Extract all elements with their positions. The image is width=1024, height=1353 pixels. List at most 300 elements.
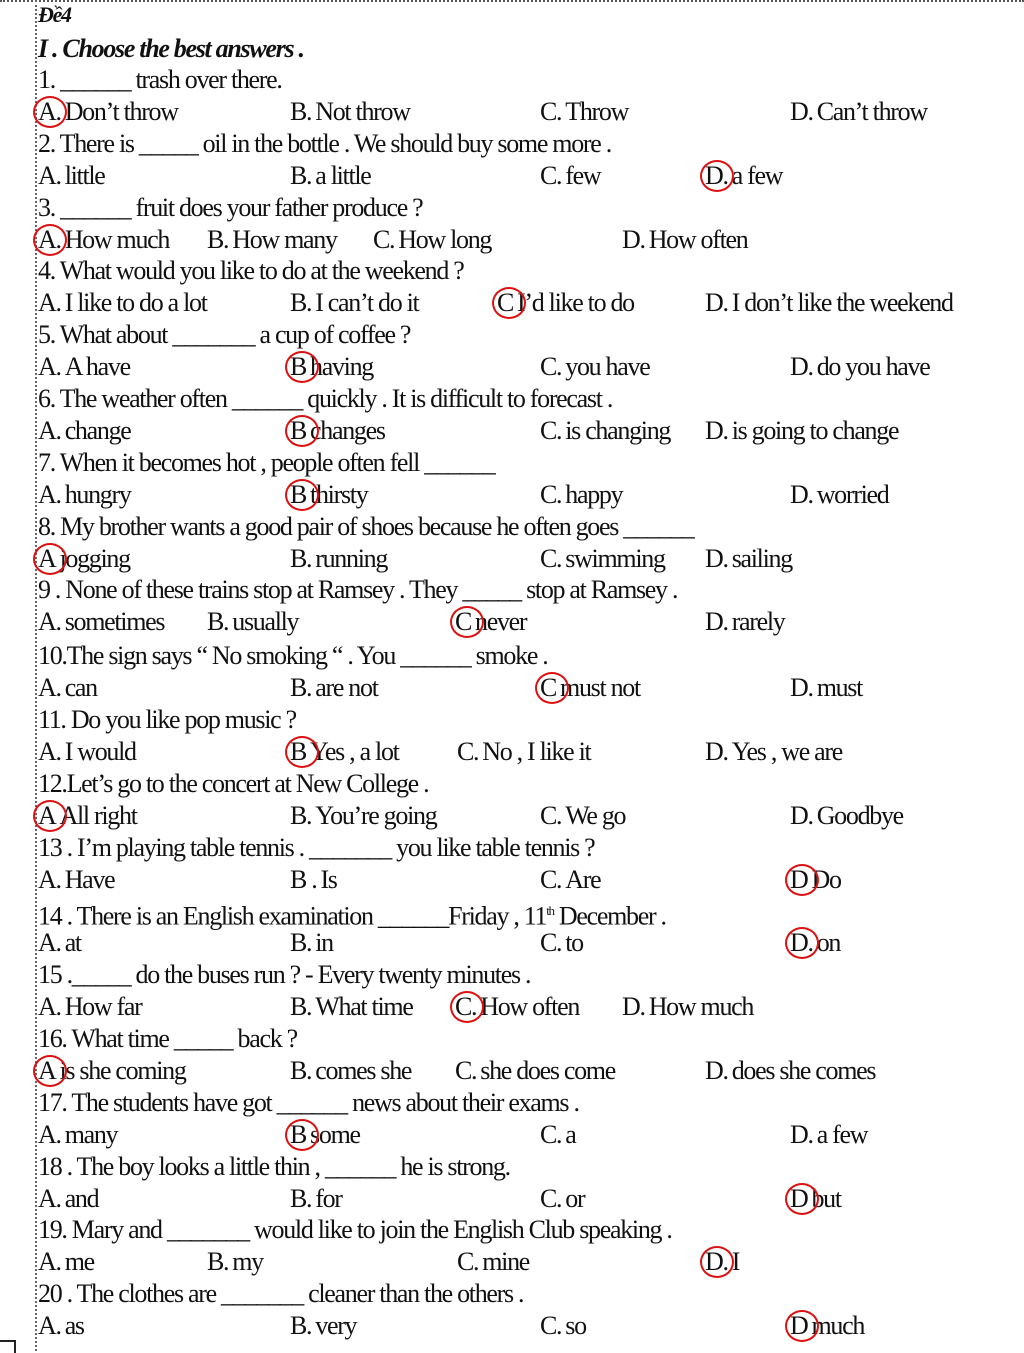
question-17 <box>38 1087 579 1119</box>
option-b[interactable] <box>290 800 436 832</box>
option-text: thirsty <box>310 479 368 509</box>
option-text: to <box>565 928 583 958</box>
circled-answer-letter: C <box>497 288 514 318</box>
option-text: Are <box>565 864 601 894</box>
option-text: and <box>64 1183 99 1213</box>
option-b-selected[interactable] <box>290 415 385 447</box>
option-letter: A. <box>38 288 61 318</box>
option-letter: A. <box>38 1311 61 1341</box>
option-letter: D. <box>705 607 728 637</box>
option-letter: A. <box>38 1119 61 1149</box>
option-d[interactable] <box>790 800 903 832</box>
option-d-selected[interactable] <box>705 1246 739 1278</box>
option-text: All right <box>59 800 137 830</box>
option-letter: B. <box>290 160 312 190</box>
option-text: I don’t like the weekend <box>731 288 953 318</box>
question-text: 11. Do you like pop music ? <box>38 705 296 734</box>
question-text: 9 . None of these trains stop at Ramsey . They _____ stop at Ramsey . <box>38 575 678 605</box>
option-text: for <box>315 1183 342 1213</box>
option-d[interactable] <box>705 736 842 768</box>
question-11 <box>38 704 296 736</box>
option-a[interactable] <box>38 479 131 511</box>
option-b[interactable] <box>290 864 337 896</box>
option-text: never <box>475 607 527 637</box>
option-b-selected[interactable] <box>290 736 399 768</box>
option-d-selected[interactable] <box>790 927 840 959</box>
option-c[interactable] <box>540 1119 576 1151</box>
option-a[interactable] <box>38 415 131 447</box>
question-text: 17. The students have got ______ news about their exams . <box>38 1087 579 1117</box>
question-10 <box>38 640 547 672</box>
question-text: 2. There is _____ oil in the bottle . We should buy some more . <box>38 128 611 158</box>
option-b[interactable] <box>290 287 418 319</box>
option-c[interactable] <box>540 415 670 447</box>
option-letter: C. <box>540 352 562 382</box>
option-text: do you have <box>816 352 930 382</box>
option-text: Have <box>64 864 115 894</box>
option-c[interactable] <box>540 1310 586 1342</box>
option-text: as <box>64 1311 84 1341</box>
option-a[interactable] <box>38 864 114 896</box>
option-c[interactable] <box>540 351 649 383</box>
option-c[interactable] <box>540 927 583 959</box>
option-a[interactable] <box>38 351 130 383</box>
option-letter: D. <box>790 479 813 509</box>
option-c[interactable] <box>540 160 600 192</box>
option-text: I’d like to do <box>517 288 634 318</box>
option-letter: C. <box>540 1119 562 1149</box>
option-d[interactable] <box>705 1055 875 1087</box>
option-b[interactable] <box>290 927 333 959</box>
option-c[interactable] <box>540 1183 584 1215</box>
option-text: hungry <box>64 479 131 509</box>
option-letter: C. <box>540 479 562 509</box>
option-a[interactable] <box>38 927 81 959</box>
option-text: in <box>315 928 333 958</box>
option-letter: A. <box>38 1247 61 1277</box>
circled-answer-letter: B <box>290 736 307 766</box>
circled-answer-letter: D <box>790 1311 808 1341</box>
option-d[interactable] <box>622 224 747 256</box>
option-d[interactable] <box>790 1119 867 1151</box>
option-text: How often <box>480 992 580 1022</box>
option-letter: C. <box>540 96 562 126</box>
option-text: We go <box>565 800 626 830</box>
option-d[interactable] <box>790 672 862 704</box>
question-text: 15 ._____ do the buses run ? - Every twenty minutes . <box>38 960 531 990</box>
option-b[interactable] <box>207 606 298 638</box>
option-b[interactable] <box>290 160 371 192</box>
option-text: some <box>310 1119 360 1149</box>
option-letter: A. <box>38 1183 61 1213</box>
option-letter: A. <box>38 607 61 637</box>
option-text: me <box>64 1247 94 1277</box>
option-c[interactable] <box>540 543 665 575</box>
circled-answer-letter: C <box>540 673 557 703</box>
option-text: must <box>816 673 863 703</box>
option-text: is going to change <box>731 415 899 445</box>
question-1 <box>38 64 282 96</box>
option-text: Goodbye <box>816 800 903 830</box>
option-text: at <box>64 928 81 958</box>
option-a-selected[interactable] <box>38 1055 186 1087</box>
option-letter: C. <box>540 1183 562 1213</box>
option-c-selected[interactable] <box>497 287 634 319</box>
circled-answer-letter: D <box>790 864 808 894</box>
option-letter: D. <box>705 543 728 573</box>
option-letter: D. <box>622 992 645 1022</box>
option-c[interactable] <box>540 800 625 832</box>
option-text: Is <box>320 864 337 894</box>
question-15 <box>38 959 530 991</box>
option-letter: B. <box>290 288 312 318</box>
question-6 <box>38 383 612 415</box>
option-text: running <box>315 543 388 573</box>
option-d[interactable] <box>790 96 927 128</box>
option-b[interactable] <box>290 543 387 575</box>
option-letter: B. <box>290 96 312 126</box>
question-text: 8. My brother wants a good pair of shoes because he often goes ______ <box>38 511 694 541</box>
option-d-selected[interactable] <box>705 160 782 192</box>
question-text: 19. Mary and _______ would like to join the English Club speaking . <box>38 1215 672 1245</box>
option-b[interactable] <box>290 96 410 128</box>
option-text: swimming <box>565 543 665 573</box>
option-text: on <box>816 928 841 958</box>
options-row-6 <box>0 415 1024 447</box>
option-letter: C. <box>540 800 562 830</box>
option-c[interactable] <box>455 1055 615 1087</box>
option-letter: A. <box>38 479 61 509</box>
option-c[interactable] <box>540 864 600 896</box>
option-text: but <box>811 1183 841 1213</box>
option-letter: B . <box>290 864 317 894</box>
option-text: change <box>64 415 131 445</box>
options-row-11 <box>0 736 1024 768</box>
question-4 <box>38 255 464 287</box>
options-row-13 <box>0 864 1024 896</box>
question-3 <box>38 192 422 224</box>
question-text: 20 . The clothes are _______ cleaner than the others . <box>38 1279 524 1309</box>
option-letter: D. <box>705 288 728 318</box>
circled-answer-letter: B <box>290 479 307 509</box>
option-d[interactable] <box>790 351 929 383</box>
option-text: many <box>64 1119 118 1149</box>
option-c-selected[interactable] <box>455 991 579 1023</box>
option-text: is she coming <box>59 1055 186 1085</box>
option-text: usually <box>232 607 299 637</box>
question-text: 13 . I’m playing table tennis . _______ you like table tennis ? <box>38 832 595 862</box>
options-row-18 <box>0 1183 1024 1215</box>
option-b[interactable] <box>290 991 413 1023</box>
question-2 <box>38 128 611 160</box>
option-c-selected[interactable] <box>455 606 526 638</box>
circled-answer-letter: C. <box>455 992 477 1022</box>
option-text: a few <box>816 1119 868 1149</box>
option-text: sometimes <box>64 607 165 637</box>
option-text: very <box>315 1311 357 1341</box>
option-b-selected[interactable] <box>290 351 373 383</box>
circled-answer-letter: B <box>290 415 307 445</box>
option-letter: A. <box>38 352 61 382</box>
option-text: How much <box>64 224 170 254</box>
options-row-8 <box>0 543 1024 575</box>
option-b[interactable] <box>290 1310 356 1342</box>
question-text: 16. What time _____ back ? <box>38 1024 297 1053</box>
question-16 <box>38 1023 297 1055</box>
options-row-12 <box>0 800 1024 832</box>
option-letter: C. <box>540 543 562 573</box>
option-letter: A. <box>38 673 61 703</box>
option-a-selected[interactable] <box>38 543 130 575</box>
question-text: 1. ______ trash over there. <box>38 65 282 94</box>
option-d[interactable] <box>790 479 888 511</box>
option-text: my <box>232 1247 263 1277</box>
option-letter: B. <box>290 543 312 573</box>
option-letter: C. <box>457 736 479 766</box>
question-12 <box>38 768 428 800</box>
options-row-15 <box>0 991 1024 1023</box>
option-d[interactable] <box>705 415 898 447</box>
question-18 <box>38 1151 510 1183</box>
option-b[interactable] <box>290 1055 411 1087</box>
option-a[interactable] <box>38 991 142 1023</box>
option-text: so <box>565 1311 586 1341</box>
option-b[interactable] <box>207 224 337 256</box>
options-row-1 <box>0 96 1024 128</box>
option-text: How often <box>648 224 748 254</box>
option-text: Not throw <box>315 96 410 126</box>
option-letter: A. <box>38 160 61 190</box>
option-text: What time <box>315 992 413 1022</box>
option-a[interactable] <box>38 1119 117 1151</box>
option-c[interactable] <box>540 479 622 511</box>
option-letter: D. <box>790 673 813 703</box>
question-text: 4. What would you like to do at the weekend ? <box>38 256 464 286</box>
options-row-9 <box>0 606 1024 638</box>
option-text: few <box>565 160 601 190</box>
option-text: is changing <box>565 415 671 445</box>
option-letter: D. <box>790 1119 813 1149</box>
option-letter: C. <box>540 928 562 958</box>
option-text: having <box>310 352 374 382</box>
circled-answer-letter: D. <box>705 1247 728 1277</box>
question-19 <box>38 1214 672 1246</box>
option-text: worried <box>816 479 889 509</box>
option-d-selected[interactable] <box>790 864 841 896</box>
options-row-20 <box>0 1310 1024 1342</box>
circled-answer-letter: A <box>38 800 56 830</box>
option-text: she does come <box>480 1055 615 1085</box>
option-text: Yes , a lot <box>310 736 399 766</box>
option-letter: C. <box>373 224 395 254</box>
option-a-selected[interactable] <box>38 224 169 256</box>
option-c-selected[interactable] <box>540 672 640 704</box>
options-row-19 <box>0 1246 1024 1278</box>
question-text: 10.The sign says “ No smoking “ . You ______ smoke . <box>38 641 548 671</box>
option-text: or <box>565 1183 585 1213</box>
options-row-3 <box>0 224 1024 256</box>
circled-answer-letter: A <box>38 543 56 573</box>
option-letter: A. <box>38 736 61 766</box>
option-text: I like to do a lot <box>64 288 207 318</box>
question-text: 14 . There is an English examination ______Friday , 11 <box>38 902 547 932</box>
option-d[interactable] <box>705 287 953 319</box>
option-text: you have <box>565 352 650 382</box>
option-text: Can’t throw <box>816 96 927 126</box>
options-row-16 <box>0 1055 1024 1087</box>
option-text: jogging <box>59 543 130 573</box>
option-text: much <box>811 1311 865 1341</box>
question-text: 5. What about _______ a cup of coffee ? <box>38 320 411 350</box>
option-letter: B. <box>290 928 312 958</box>
circled-answer-letter: A. <box>38 224 61 254</box>
question-text: 7. When it becomes hot , people often fell ______ <box>38 447 495 477</box>
option-letter: B. <box>207 607 229 637</box>
option-b[interactable] <box>290 1183 342 1215</box>
option-text: I <box>731 1247 740 1277</box>
option-text: comes she <box>315 1055 412 1085</box>
option-text: does she comes <box>731 1055 876 1085</box>
option-d[interactable] <box>705 606 785 638</box>
question-8 <box>38 511 693 543</box>
option-c[interactable] <box>373 224 491 256</box>
circled-answer-letter: B <box>290 1119 307 1149</box>
option-a[interactable] <box>38 1183 98 1215</box>
question-text: 12.Let’s go to the concert at New College . <box>38 768 429 798</box>
options-row-17 <box>0 1119 1024 1151</box>
option-b-selected[interactable] <box>290 479 367 511</box>
option-letter: A. <box>38 864 61 894</box>
options-row-2 <box>0 160 1024 192</box>
option-letter: D. <box>705 736 728 766</box>
option-a[interactable] <box>38 1310 84 1342</box>
options-row-14 <box>0 927 1024 959</box>
option-text: How many <box>232 224 337 254</box>
option-a-selected[interactable] <box>38 800 137 832</box>
option-letter: B. <box>207 1247 229 1277</box>
question-20 <box>38 1278 523 1310</box>
option-text: mine <box>482 1247 530 1277</box>
option-a-selected[interactable] <box>38 96 178 128</box>
option-text: are not <box>315 673 378 703</box>
option-text: a few <box>731 160 783 190</box>
option-d-selected[interactable] <box>790 1310 864 1342</box>
option-letter: B. <box>290 1183 312 1213</box>
option-letter: B. <box>207 224 229 254</box>
option-text: rarely <box>731 607 785 637</box>
option-a[interactable] <box>38 160 105 192</box>
options-row-10 <box>0 672 1024 704</box>
option-letter: A. <box>38 992 61 1022</box>
option-c[interactable] <box>457 736 590 768</box>
options-row-7 <box>0 479 1024 511</box>
option-text: How much <box>648 992 754 1022</box>
question-14 <box>38 895 666 932</box>
option-text: Throw <box>565 96 629 126</box>
question-7 <box>38 447 494 479</box>
option-letter: A. <box>38 928 61 958</box>
question-9 <box>38 574 677 606</box>
circled-answer-letter: C <box>455 607 472 637</box>
option-letter: D. <box>705 1055 728 1085</box>
option-letter: D. <box>790 352 813 382</box>
option-text: little <box>64 160 105 190</box>
option-b[interactable] <box>290 672 378 704</box>
option-text: changes <box>310 415 385 445</box>
option-text: can <box>64 673 97 703</box>
option-letter: B. <box>290 992 312 1022</box>
option-letter: B. <box>290 800 312 830</box>
circled-answer-letter: B <box>290 352 307 382</box>
circled-answer-letter: D <box>790 1183 808 1213</box>
question-text-tail: December . <box>553 902 666 932</box>
option-d[interactable] <box>705 543 792 575</box>
circled-answer-letter: D. <box>790 928 813 958</box>
option-text: A have <box>64 352 130 382</box>
options-row-4 <box>0 287 1024 319</box>
circled-answer-letter: A. <box>38 96 61 126</box>
ordinal-suffix: th <box>546 903 554 919</box>
question-text: 6. The weather often ______ quickly . It is difficult to forecast . <box>38 384 613 413</box>
question-13 <box>38 832 594 864</box>
options-row-5 <box>0 351 1024 383</box>
option-d[interactable] <box>622 991 753 1023</box>
option-letter: D. <box>790 800 813 830</box>
test-code: Đề4 <box>38 2 71 27</box>
option-a[interactable] <box>38 606 164 638</box>
option-c[interactable] <box>540 96 628 128</box>
option-letter: C. <box>455 1055 477 1085</box>
option-text: How long <box>398 224 492 254</box>
option-letter: D. <box>705 415 728 445</box>
question-5 <box>38 319 410 351</box>
option-a[interactable] <box>38 736 136 768</box>
option-letter: A. <box>38 415 61 445</box>
circled-answer-letter: A <box>38 1055 56 1085</box>
option-letter: B. <box>290 1055 312 1085</box>
option-text: How far <box>64 992 142 1022</box>
question-text: 18 . The boy looks a little thin , ______ he is strong. <box>38 1151 510 1181</box>
option-a[interactable] <box>38 287 207 319</box>
section-heading: I . Choose the best answers . <box>38 34 304 63</box>
option-letter: C. <box>457 1247 479 1277</box>
option-letter: C. <box>540 160 562 190</box>
option-c[interactable] <box>457 1246 529 1278</box>
option-text: Do <box>811 864 841 894</box>
option-text: No , I like it <box>482 736 591 766</box>
option-letter: C. <box>540 864 562 894</box>
option-text: I can’t do it <box>315 288 419 318</box>
option-a[interactable] <box>38 1246 94 1278</box>
option-d-selected[interactable] <box>790 1183 841 1215</box>
option-text: a little <box>315 160 371 190</box>
option-letter: C. <box>540 1311 562 1341</box>
option-b[interactable] <box>207 1246 263 1278</box>
option-letter: D. <box>790 96 813 126</box>
option-text: You’re going <box>315 800 437 830</box>
option-text: Yes , we are <box>731 736 842 766</box>
option-letter: B. <box>290 1311 312 1341</box>
circled-answer-letter: D. <box>705 160 728 190</box>
option-text: Don’t throw <box>64 96 178 126</box>
option-b-selected[interactable] <box>290 1119 360 1151</box>
option-a[interactable] <box>38 672 97 704</box>
option-text: a <box>565 1119 576 1149</box>
question-text: 3. ______ fruit does your father produce ? <box>38 192 423 222</box>
option-letter: D. <box>622 224 645 254</box>
option-letter: B. <box>290 673 312 703</box>
option-text: I would <box>64 736 136 766</box>
